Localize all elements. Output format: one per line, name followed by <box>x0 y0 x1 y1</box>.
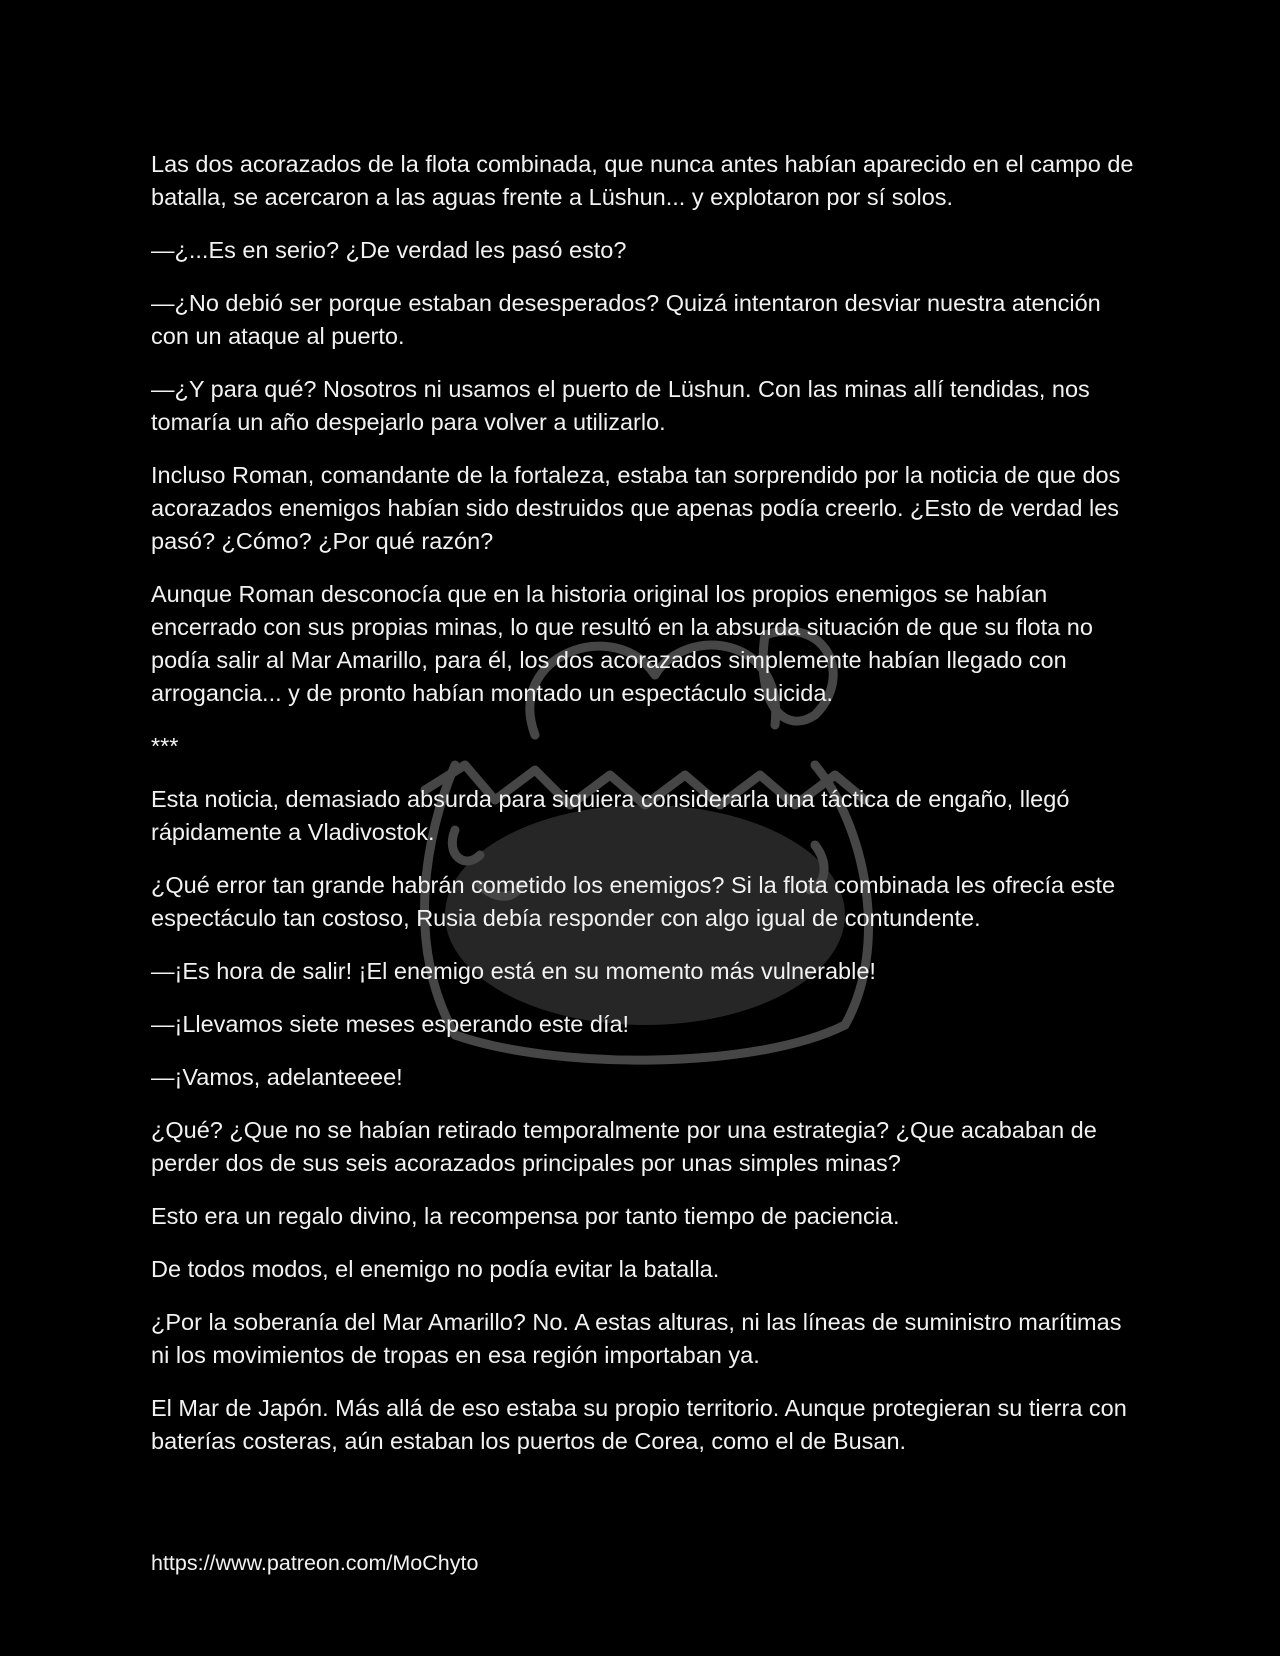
paragraph: Las dos acorazados de la flota combinada, que nunca antes habían aparecido en el campo de batalla, se acercaron a las aguas frente a Lüshun... y explotaron por sí solos. <box>151 151 1134 210</box>
scene-break: *** <box>151 733 179 759</box>
paragraph: —¿...Es en serio? ¿De verdad les pasó esto? <box>151 237 627 263</box>
paragraph: Esta noticia, demasiado absurda para siquiera considerarla una táctica de engaño, llegó rápidamente a Vladivostok. <box>151 786 1070 845</box>
paragraph: ¿Qué error tan grande habrán cometido los enemigos? Si la flota combinada les ofrecía este espectáculo tan costoso, Rusia debía responder con algo igual de contundente. <box>151 872 1116 931</box>
paragraph: ¿Por la soberanía del Mar Amarillo? No. A estas alturas, ni las líneas de suministro marítimas ni los movimientos de tropas en esa región importaban ya. <box>151 1309 1122 1368</box>
paragraph: Aunque Roman desconocía que en la historia original los propios enemigos se habían encerrado con sus propias minas, lo que resultó en la absurda situación de que su flota no podía salir al Mar Amarillo, para él, los dos acorazados simplemente habían llegado con arrogancia... y de pronto habían montado un espectáculo suicida. <box>151 581 1093 706</box>
paragraph: —¡Es hora de salir! ¡El enemigo está en su momento más vulnerable! <box>151 958 876 984</box>
document-body <box>151 148 1136 1478</box>
patreon-link[interactable]: https://www.patreon.com/MoChyto <box>151 1551 479 1575</box>
paragraph: —¿Y para qué? Nosotros ni usamos el puerto de Lüshun. Con las minas allí tendidas, nos tomaría un año despejarlo para volver a utilizarlo. <box>151 376 1090 435</box>
paragraph: ¿Qué? ¿Que no se habían retirado temporalmente por una estrategia? ¿Que acababan de perder dos de sus seis acorazados principales por unas simples minas? <box>151 1117 1097 1176</box>
paragraph: Esto era un regalo divino, la recompensa por tanto tiempo de paciencia. <box>151 1203 900 1229</box>
paragraph: —¿No debió ser porque estaban desesperados? Quizá intentaron desviar nuestra atención con un ataque al puerto. <box>151 290 1101 349</box>
paragraph: Incluso Roman, comandante de la fortaleza, estaba tan sorprendido por la noticia de que dos acorazados enemigos habían sido destruidos que apenas podía creerlo. ¿Esto de verdad les pasó? ¿Cómo? ¿Por qué razón? <box>151 462 1121 554</box>
paragraph: El Mar de Japón. Más allá de eso estaba su propio territorio. Aunque protegieran su tierra con baterías costeras, aún estaban los puertos de Corea, como el de Busan. <box>151 1395 1127 1454</box>
paragraph: —¡Llevamos siete meses esperando este día! <box>151 1011 630 1037</box>
paragraph: De todos modos, el enemigo no podía evitar la batalla. <box>151 1256 720 1282</box>
paragraph: —¡Vamos, adelanteeee! <box>151 1064 403 1090</box>
